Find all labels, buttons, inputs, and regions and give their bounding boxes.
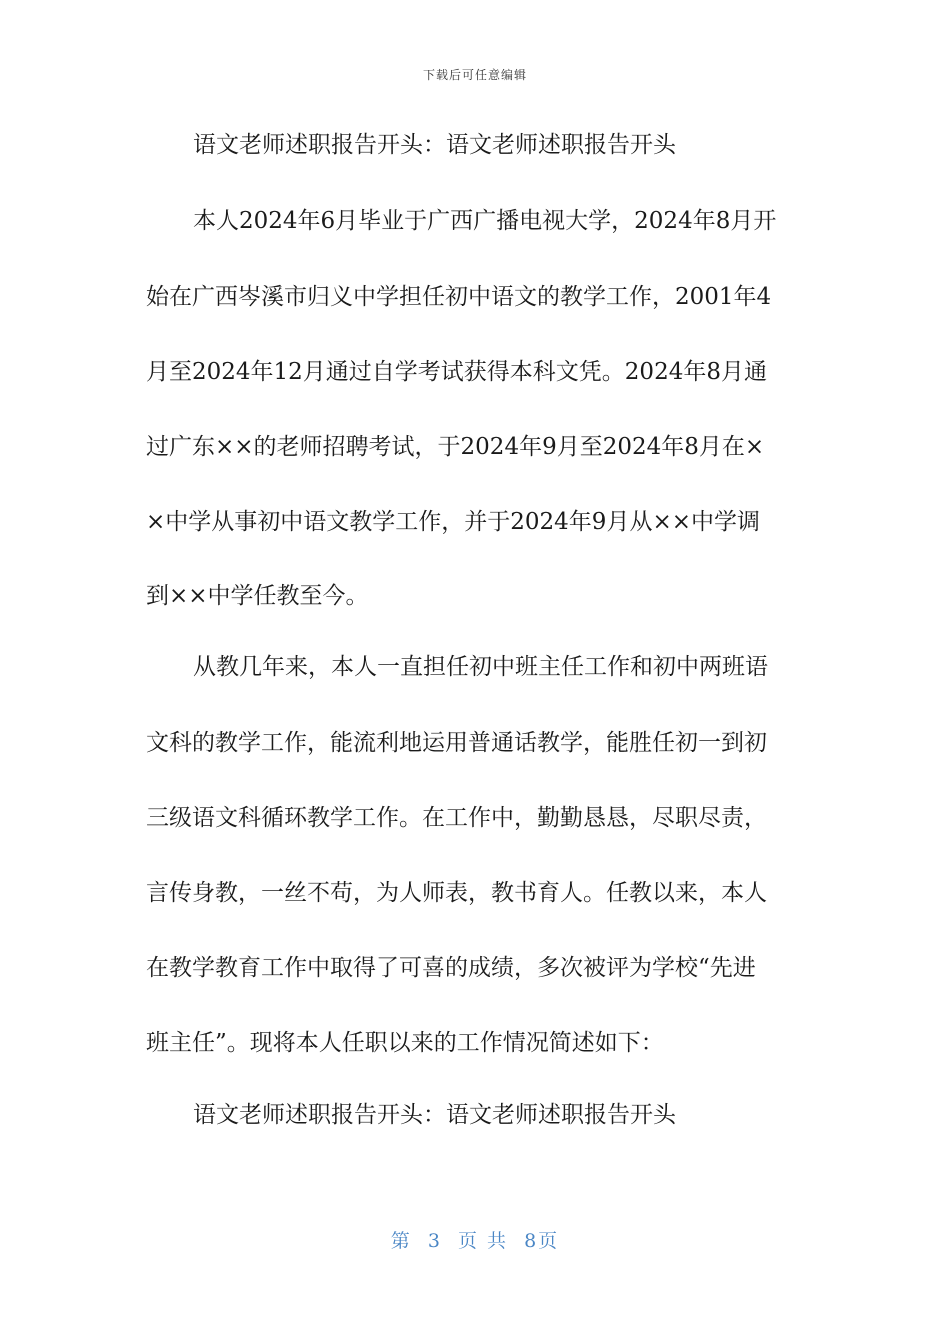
paragraph-2-line-3: 三级语文科循环教学工作。在工作中，勤勤恳恳，尽职尽责， — [146, 805, 767, 831]
paragraph-1-line-1: 本人2024年6月毕业于广西广播电视大学，2024年8月开 — [193, 208, 777, 234]
paragraph-2-line-5: 在教学教育工作中取得了可喜的成绩，多次被评为学校“先进 — [146, 955, 756, 981]
paragraph-2-line-6: 班主任”。现将本人任职以来的工作情况简述如下： — [146, 1030, 664, 1056]
page-number-total: 8页 — [524, 1230, 560, 1252]
paragraph-1-line-2: 始在广西岑溪市归义中学担任初中语文的教学工作，2001年4 — [146, 284, 772, 310]
page-number-footer — [0, 1226, 950, 1253]
page-number-current: 3 — [427, 1230, 442, 1252]
paragraph-1-line-3: 月至2024年12月通过自学考试获得本科文凭。2024年8月通 — [146, 359, 767, 385]
page-number-middle: 页 共 — [458, 1230, 509, 1252]
closing-heading-line: 语文老师述职报告开头：语文老师述职报告开头 — [193, 1102, 676, 1128]
page-number-prefix: 第 — [390, 1230, 412, 1252]
paragraph-1-line-6: 到××中学任教至今。 — [146, 583, 369, 609]
heading-line: 语文老师述职报告开头：语文老师述职报告开头 — [193, 132, 676, 158]
paragraph-2-line-4: 言传身教，一丝不苟，为人师表，教书育人。任教以来，本人 — [146, 880, 767, 906]
paragraph-1-line-5: ×中学从事初中语文教学工作，并于2024年9月从××中学调 — [146, 509, 760, 535]
page-header-note: 下载后可任意编辑 — [422, 68, 527, 82]
paragraph-2-line-2: 文科的教学工作，能流利地运用普通话教学，能胜任初一到初 — [146, 730, 767, 756]
paragraph-1-line-4: 过广东××的老师招聘考试，于2024年9月至2024年8月在× — [146, 434, 765, 460]
paragraph-2-line-1: 从教几年来，本人一直担任初中班主任工作和初中两班语 — [193, 654, 768, 680]
